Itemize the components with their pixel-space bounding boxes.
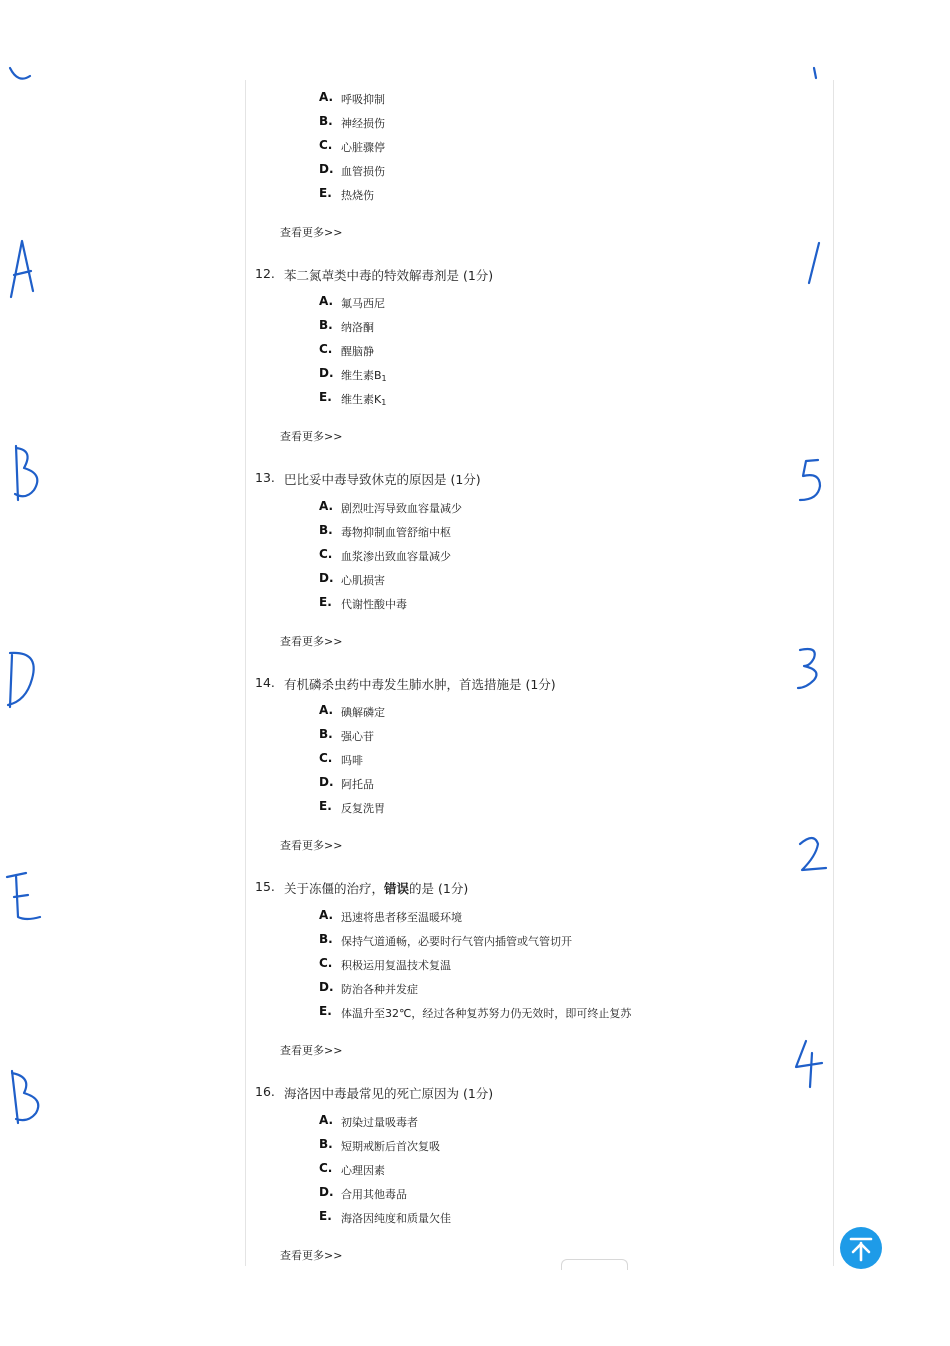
subscript: 1: [381, 398, 387, 407]
option-text: 氟马西尼: [341, 297, 385, 310]
option-letter: E.: [319, 799, 332, 813]
option-letter: D.: [319, 366, 334, 380]
option-letter: B.: [319, 318, 333, 332]
option-letter: D.: [319, 980, 334, 994]
option-text: 心肌损害: [341, 574, 385, 587]
subscript: 1: [381, 374, 387, 383]
option-text: 毒物抑制血管舒缩中枢: [341, 526, 451, 539]
option-letter: C.: [319, 138, 333, 152]
option-text: 碘解磷定: [341, 706, 385, 719]
option-text: 体温升至32℃，经过各种复苏努力仍无效时，即可终止复苏: [341, 1007, 632, 1020]
question-title: 巴比妥中毒导致休克的原因是 (1分): [284, 472, 481, 487]
option-letter: B.: [319, 523, 333, 537]
option-text-main: 维生素B: [341, 369, 382, 382]
option-letter: C.: [319, 547, 333, 561]
question-number: 14.: [255, 675, 275, 690]
option-letter: D.: [319, 571, 334, 585]
option-letter: E.: [319, 390, 332, 404]
option-letter: B.: [319, 1137, 333, 1151]
handwritten-note-2: [790, 830, 835, 885]
title-emphasis: 错误: [384, 881, 410, 896]
handwritten-stroke-top-left: [0, 60, 50, 90]
handwritten-note-E: [0, 865, 50, 935]
option-text: 血浆渗出致血容量减少: [341, 550, 451, 563]
option-text: 吗啡: [341, 754, 363, 767]
view-more-link[interactable]: 查看更多>>: [280, 1249, 343, 1262]
question-number: 15.: [255, 879, 275, 894]
option-text: 代谢性酸中毒: [341, 598, 407, 611]
question-number: 13.: [255, 470, 275, 485]
view-more-link[interactable]: 查看更多>>: [280, 635, 343, 648]
handwritten-stroke-top-right: [790, 60, 830, 90]
option-letter: A.: [319, 1113, 334, 1127]
question-title: [284, 879, 468, 897]
option-text: 心脏骤停: [341, 141, 385, 154]
option-letter: E.: [319, 186, 332, 200]
option-text: 保持气道通畅，必要时行气管内插管或气管切开: [341, 935, 572, 948]
view-more-link[interactable]: 查看更多>>: [280, 1044, 343, 1057]
view-more-link[interactable]: 查看更多>>: [280, 839, 343, 852]
handwritten-note-5: [790, 452, 830, 512]
option-letter: D.: [319, 162, 334, 176]
title-part: 关于冻僵的治疗，: [284, 881, 385, 896]
question-title: 有机磷杀虫药中毒发生肺水肿，首选措施是 (1分): [284, 677, 556, 692]
option-text: 短期戒断后首次复吸: [341, 1140, 440, 1153]
question-number: 16.: [255, 1084, 275, 1099]
option-letter: A.: [319, 90, 334, 104]
option-letter: C.: [319, 1161, 333, 1175]
option-text: 剧烈吐泻导致血容量减少: [341, 502, 462, 515]
option-text: 心理因素: [341, 1164, 385, 1177]
option-text: 纳洛酮: [341, 321, 374, 334]
option-letter: D.: [319, 775, 334, 789]
option-letter: D.: [319, 1185, 334, 1199]
view-more-link[interactable]: 查看更多>>: [280, 226, 343, 239]
handwritten-note-B-2: [0, 1063, 50, 1133]
option-text: 反复洗胃: [341, 802, 385, 815]
option-text: 初染过量吸毒者: [341, 1116, 418, 1129]
option-letter: A.: [319, 703, 334, 717]
handwritten-note-1: [795, 235, 835, 295]
option-letter: B.: [319, 727, 333, 741]
question-number: 12.: [255, 266, 275, 281]
option-letter: C.: [319, 751, 333, 765]
option-text: 防治各种并发症: [341, 983, 418, 996]
option-letter: E.: [319, 1004, 332, 1018]
handwritten-note-A: [0, 235, 50, 305]
title-part: 的是 (1分): [409, 881, 469, 896]
option-text: 海洛因纯度和质量欠佳: [341, 1212, 451, 1225]
question-title: 苯二氮䓬类中毒的特效解毒剂是 (1分): [284, 268, 494, 283]
option-text: 合用其他毒品: [341, 1188, 407, 1201]
handwritten-note-D: [0, 645, 50, 715]
view-more-link[interactable]: 查看更多>>: [280, 430, 343, 443]
back-to-top-button[interactable]: [840, 1227, 882, 1269]
option-text: 呼吸抑制: [341, 93, 385, 106]
option-letter: A.: [319, 499, 334, 513]
option-text: 血管损伤: [341, 165, 385, 178]
option-text: [341, 391, 386, 407]
page-tab: [561, 1259, 628, 1270]
option-letter: B.: [319, 114, 333, 128]
option-letter: E.: [319, 1209, 332, 1223]
option-text: [341, 367, 387, 383]
question-title: 海洛因中毒最常见的死亡原因为 (1分): [284, 1086, 494, 1101]
option-letter: A.: [319, 294, 334, 308]
option-text: 热烧伤: [341, 189, 374, 202]
option-text-main: 维生素K: [341, 393, 382, 406]
option-text: 阿托品: [341, 778, 374, 791]
option-text: 醒脑静: [341, 345, 374, 358]
option-text: 神经损伤: [341, 117, 385, 130]
option-letter: E.: [319, 595, 332, 609]
handwritten-note-4: [790, 1033, 830, 1093]
option-text: 迅速将患者移至温暖环境: [341, 911, 462, 924]
option-letter: C.: [319, 342, 333, 356]
option-letter: B.: [319, 932, 333, 946]
option-letter: A.: [319, 908, 334, 922]
option-text: 积极运用复温技术复温: [341, 959, 451, 972]
arrow-up-icon: [840, 1227, 882, 1269]
option-text: 强心苷: [341, 730, 374, 743]
handwritten-note-3: [790, 640, 830, 700]
option-letter: C.: [319, 956, 333, 970]
handwritten-note-B: [0, 440, 50, 510]
